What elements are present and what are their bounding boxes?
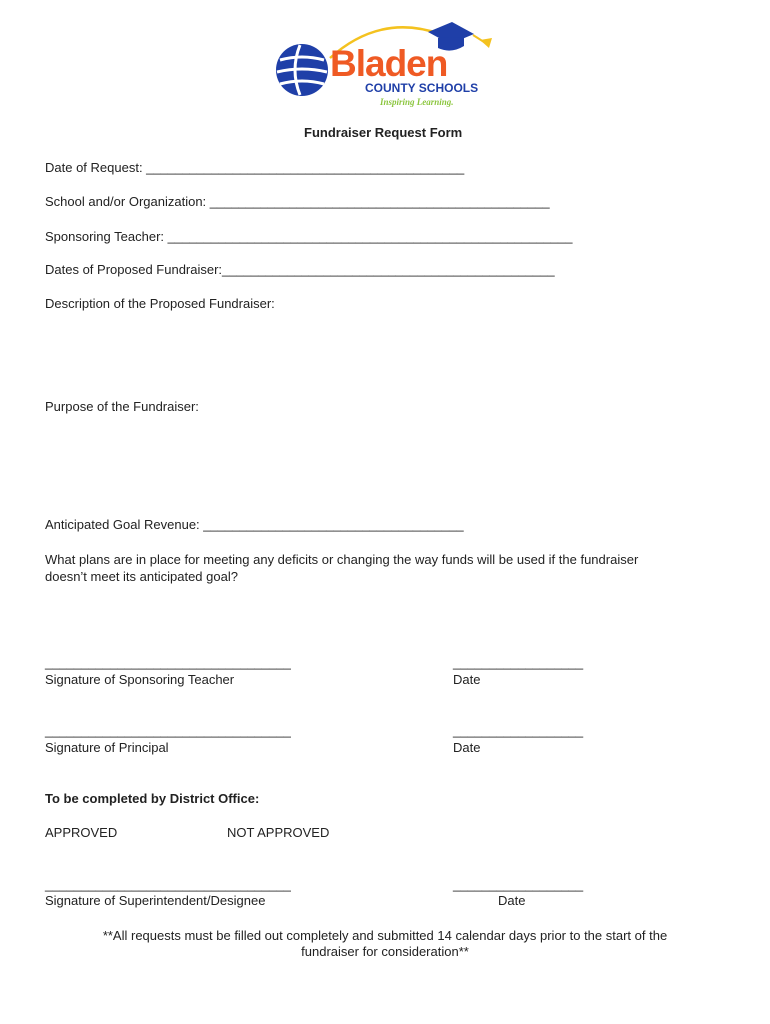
logo-tagline: Inspiring Learning. bbox=[380, 97, 454, 107]
superintendent-date-line[interactable]: __________________ bbox=[453, 877, 584, 892]
superintendent-date-label: Date bbox=[498, 893, 526, 908]
deficit-question-line2: doesn’t meet its anticipated goal? bbox=[45, 569, 238, 584]
dates-proposed-field[interactable]: Dates of Proposed Fundraiser:______________________________________________ bbox=[45, 262, 555, 277]
bladen-county-schools-logo bbox=[270, 18, 500, 113]
deficit-question-line1: What plans are in place for meeting any deficits or changing the way funds will be used if the fundraiser bbox=[45, 552, 639, 567]
logo-graphic bbox=[270, 18, 500, 113]
date-of-request-field[interactable]: Date of Request: ____________________________________________ bbox=[45, 160, 465, 175]
superintendent-signature-line[interactable]: __________________________________ bbox=[45, 877, 291, 892]
sponsor-date-label: Date bbox=[453, 672, 481, 687]
description-label: Description of the Proposed Fundraiser: bbox=[45, 296, 275, 311]
principal-date-line[interactable]: __________________ bbox=[453, 723, 584, 738]
approved-option[interactable]: APPROVED bbox=[45, 825, 118, 840]
purpose-label: Purpose of the Fundraiser: bbox=[45, 399, 199, 414]
sponsor-signature-label: Signature of Sponsoring Teacher bbox=[45, 672, 235, 687]
district-office-heading: To be completed by District Office: bbox=[45, 791, 260, 806]
sponsoring-teacher-field[interactable]: Sponsoring Teacher: ________________________________________________________ bbox=[45, 229, 573, 244]
sponsor-date-line[interactable]: __________________ bbox=[453, 655, 584, 670]
principal-signature-line[interactable]: __________________________________ bbox=[45, 723, 291, 738]
footer-note-line2: fundraiser for consideration** bbox=[301, 944, 469, 959]
logo-subname: COUNTY SCHOOLS bbox=[365, 81, 479, 95]
principal-signature-label: Signature of Principal bbox=[45, 740, 169, 755]
footer-note-line1: **All requests must be filled out completely and submitted 14 calendar days prior to the start of the bbox=[102, 928, 668, 943]
sponsor-signature-line[interactable]: __________________________________ bbox=[45, 655, 291, 670]
not-approved-option[interactable]: NOT APPROVED bbox=[227, 825, 330, 840]
principal-date-label: Date bbox=[453, 740, 481, 755]
goal-revenue-field[interactable]: Anticipated Goal Revenue: ____________________________________ bbox=[45, 517, 464, 532]
logo-name: Bladen bbox=[330, 43, 448, 84]
superintendent-signature-label: Signature of Superintendent/Designee bbox=[45, 893, 266, 908]
school-organization-field[interactable]: School and/or Organization: _______________________________________________ bbox=[45, 194, 550, 209]
form-title: Fundraiser Request Form bbox=[304, 125, 463, 140]
